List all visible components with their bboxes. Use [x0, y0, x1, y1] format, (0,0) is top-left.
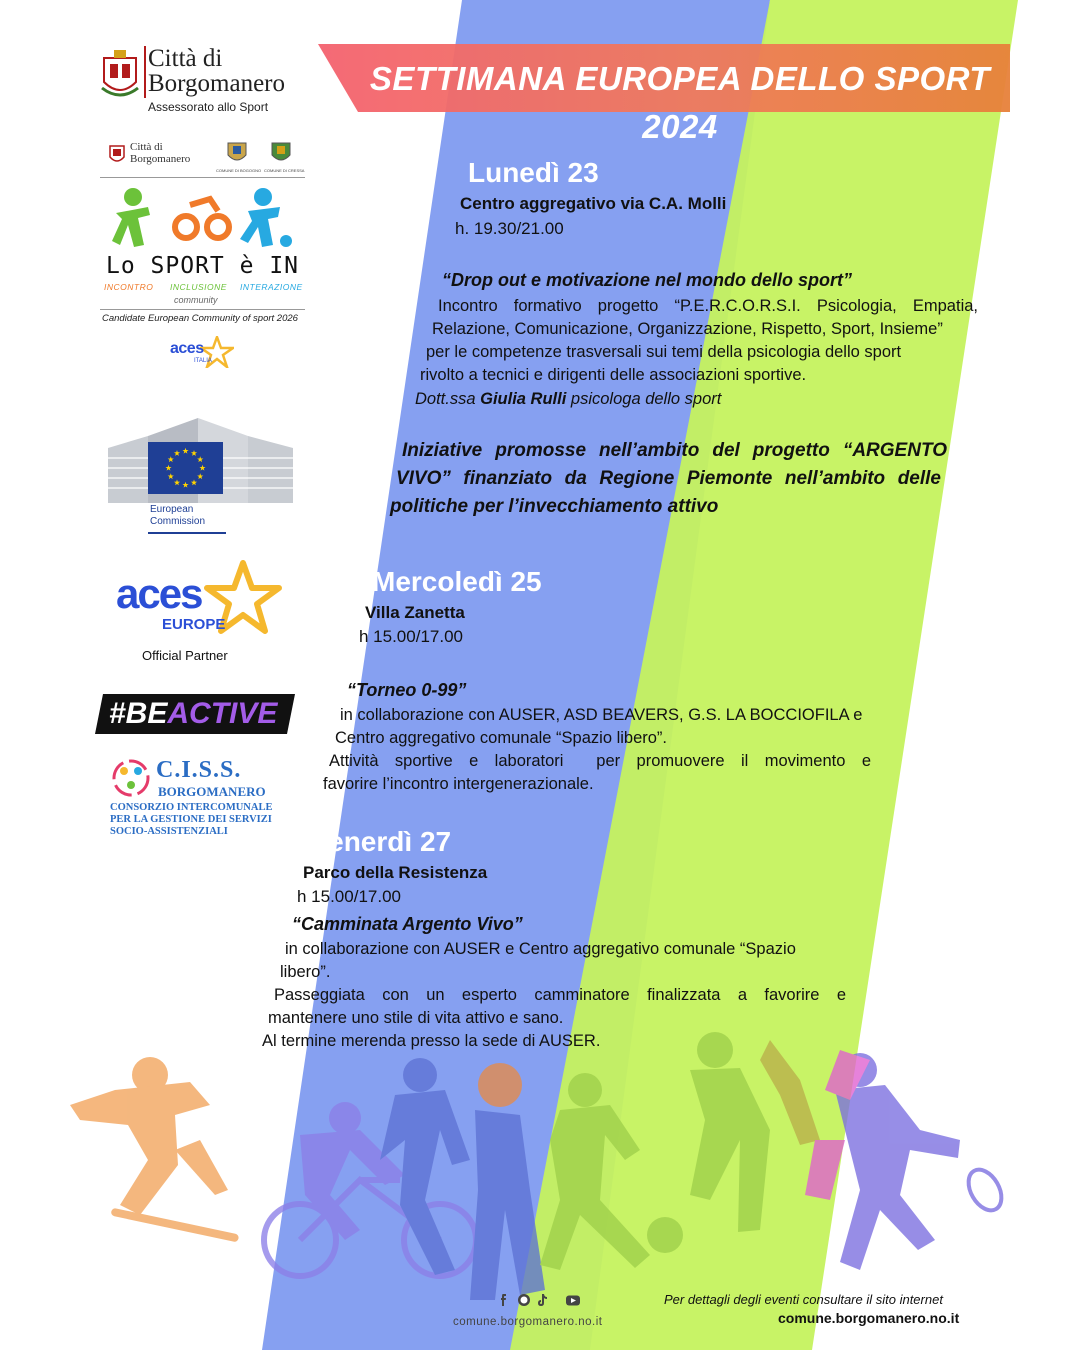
friday-desc-line3: Passeggiata con un esperto camminatore finalizzata a favorire e [274, 986, 846, 1004]
monday-desc-line2: Relazione, Comunicazione, Organizzazione, Rispetto, Sport, Insieme” [432, 320, 943, 338]
friday-desc-line4: mantenere uno stile di vita attivo e sano. [268, 1009, 564, 1027]
aces-europe-partner: Official Partner [142, 648, 228, 663]
eu-label-line2: Commission [150, 516, 206, 527]
wednesday-hours: h 15.00/17.00 [359, 627, 463, 646]
city-name-line2: Borgomanero [148, 70, 286, 97]
wednesday-desc-line4: favorire l’incontro intergenerazionale. [323, 775, 594, 793]
eu-star [191, 450, 197, 456]
city-department: Assessorato allo Sport [148, 100, 269, 114]
small-city-crest-icon [108, 142, 126, 166]
aces-small-name: aces [170, 340, 204, 357]
logo-divider [100, 177, 305, 178]
ciss-line2: PER LA GESTIONE DEI SERVIZI [110, 814, 272, 825]
skater-silhouette [70, 1057, 239, 1242]
monday-speaker [415, 388, 721, 412]
eu-star [182, 448, 188, 454]
monday-speaker-prefix: Dott.ssa [415, 390, 476, 408]
city-name-line1: Città di [148, 45, 223, 72]
friday-event-title: “Camminata Argento Vivo” [292, 914, 523, 934]
wednesday-desc-line1: in collaborazione con AUSER, ASD BEAVERS, G.S. LA BOCCIOFILA e [340, 706, 863, 724]
beactive-logo [95, 694, 295, 734]
monday-hours: h. 19.30/21.00 [455, 219, 564, 238]
aces-italia-logo [170, 336, 240, 372]
ciss-line1: CONSORZIO INTERCOMUNALE [110, 802, 273, 813]
social-website-url[interactable]: comune.borgomanero.no.it [453, 1316, 603, 1328]
lo-sport-word-interazione: INTERAZIONE [240, 282, 303, 292]
small-city-line2: Borgomanero [130, 153, 191, 165]
aces-europe-name: aces [116, 570, 202, 617]
facebook-icon [501, 1294, 506, 1306]
wednesday-event-title: “Torneo 0-99” [347, 680, 467, 700]
friday-day-title: Venerdì 27 [311, 826, 452, 857]
friday-desc-line5: Al termine merenda presso la sede di AUSER. [262, 1032, 601, 1050]
monday-day-title: Lunedì 23 [468, 157, 599, 188]
friday-desc-line2: libero”. [280, 963, 331, 981]
aces-europe-logo [112, 560, 287, 670]
wednesday-desc-line3: Attività sportive e laboratori per promuovere il movimento e [329, 752, 871, 770]
european-commission-logo [108, 408, 298, 538]
city-crest-icon [100, 48, 140, 100]
project-note-line1: Iniziative promosse nell’ambito del progetto “ARGENTO [402, 440, 947, 461]
eu-star [182, 482, 188, 488]
project-note-line3: politiche per l’invecchiamento attivo [390, 496, 719, 517]
eu-star [174, 450, 180, 456]
municipalities-logos [108, 140, 308, 180]
lo-sport-logo [100, 185, 310, 335]
friday-location: Parco della Resistenza [303, 863, 488, 882]
aces-europe-sub: EUROPE [162, 616, 226, 633]
footer-website-link[interactable]: comune.borgomanero.no.it [778, 1310, 960, 1326]
lo-sport-word-inclusione: INCLUSIONE [170, 282, 227, 292]
tiktok-icon [538, 1294, 547, 1306]
monday-desc-line1: Incontro formativo progetto “P.E.R.C.O.R.S.I. Psicologia, Empatia, [438, 297, 978, 315]
ciss-name: C.I.S.S. [156, 757, 242, 783]
project-note-line2: VIVO” finanziato da Regione Piemonte nell’ambito delle [396, 468, 941, 489]
cressa-crest-icon [270, 140, 292, 166]
wednesday-day-title: Mercoledì 25 [372, 566, 542, 597]
footer-info-text: Per dettagli degli eventi consultare il sito internet [664, 1292, 943, 1307]
event-banner-title: SETTIMANA EUROPEA DELLO SPORT 2024 [369, 60, 991, 145]
tennis-silhouette [805, 1050, 1008, 1270]
monday-speaker-name: Giulia Rulli [480, 390, 567, 408]
monday-event-title: “Drop out e motivazione nel mondo dello sport” [442, 270, 853, 290]
ciss-line3: SOCIO-ASSISTENZIALI [110, 826, 228, 837]
small-city-line1: Città di [130, 141, 163, 153]
beactive-hash: #BE [109, 697, 168, 730]
ciss-city: BORGOMANERO [158, 784, 266, 799]
lo-sport-title: Lo SPORT è IN [106, 253, 300, 279]
wednesday-desc-line2: Centro aggregativo comunale “Spazio libero”. [335, 729, 668, 747]
monday-location: Centro aggregativo via C.A. Molli [460, 194, 727, 213]
monday-desc-line4: rivolto a tecnici e dirigenti delle associazioni sportive. [420, 366, 807, 384]
monday-desc-line3: per le competenze trasversali sui temi della psicologia dello sport [426, 343, 902, 361]
bogogno-label: COMUNE DI BOGOGNO [216, 168, 262, 173]
athletes-figures-icon [108, 185, 298, 255]
eu-star [174, 480, 180, 486]
eu-star [168, 473, 174, 479]
wednesday-location: Villa Zanetta [365, 603, 465, 622]
cressa-label: COMUNE DI CRESSA [264, 168, 305, 173]
lo-sport-word-incontro: INCONTRO [104, 282, 154, 292]
eu-label-line1: European [150, 504, 194, 515]
bogogno-crest-icon [226, 140, 248, 166]
lo-sport-candidate: Candidate European Community of sport 2026 [102, 313, 298, 324]
eu-star [191, 480, 197, 486]
social-media-icons [498, 1292, 588, 1308]
friday-desc-line1: in collaborazione con AUSER e Centro aggregativo comunale “Spazio [285, 940, 796, 958]
ciss-people-icon [110, 757, 152, 799]
aces-small-sub: ITALIA [194, 358, 212, 364]
eu-star [168, 456, 174, 462]
social-icons [498, 1292, 588, 1308]
friday-hours: h 15.00/17.00 [297, 887, 401, 906]
monday-speaker-role: psicologa dello sport [570, 390, 722, 408]
city-logo [100, 42, 310, 117]
eu-star [197, 456, 203, 462]
eu-star [199, 465, 205, 471]
eu-star [197, 473, 203, 479]
lo-sport-community: community [174, 295, 218, 305]
beactive-word: ACTIVE [167, 697, 278, 730]
eu-star [165, 465, 171, 471]
eu-stars-icon [148, 442, 223, 494]
ciss-logo [110, 757, 310, 842]
